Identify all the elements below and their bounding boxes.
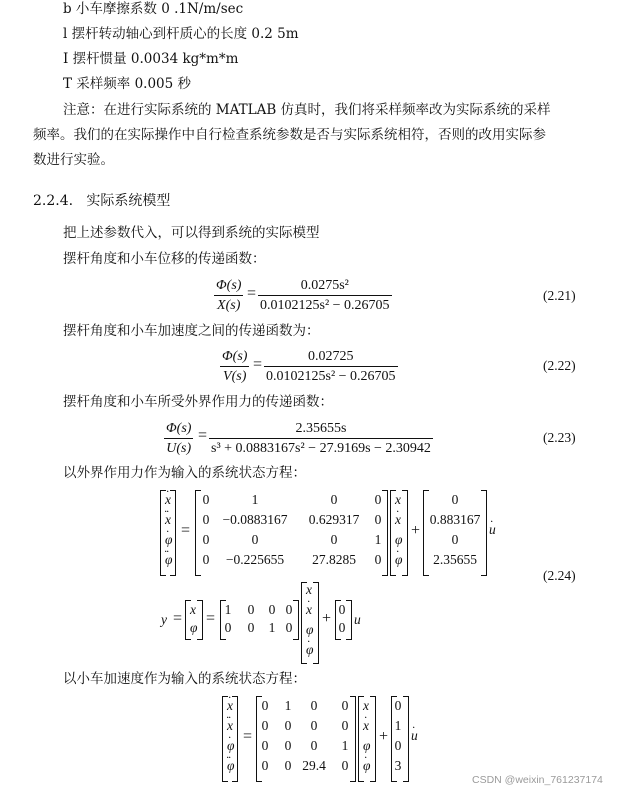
u-symbol: u [354, 612, 361, 627]
y-symbol: y [161, 612, 167, 627]
A1-cell: 0 [330, 532, 338, 547]
C-cell: 0 [285, 602, 293, 617]
D-cell: 0 [338, 620, 346, 635]
param-T: T 采样频率 0.005 秒 [63, 76, 192, 92]
tf1-lhs-den: X(s) [217, 298, 241, 313]
tf2-label: 摆杆角度和小车加速度之间的传递函数为： [63, 323, 320, 339]
param-I: I 摆杆惯量 0.0034 kg*m*m [63, 51, 239, 67]
tf3-rhs [209, 420, 433, 457]
u-dot-symbol: · u [489, 522, 496, 538]
B1-cell: 2.35655 [433, 552, 477, 567]
D-cell: 0 [338, 602, 346, 617]
C-cell: 0 [247, 602, 255, 617]
xdot-symbol: · x [306, 602, 312, 618]
phi-symbol: φ [395, 532, 403, 547]
eq-number-2-22: (2.22) [543, 358, 576, 373]
x-symbol: x [306, 582, 312, 597]
A2-cell: 0 [261, 718, 269, 733]
bracket [197, 600, 203, 640]
param-b: b 小车摩擦系数 0 .1N/m/sec [63, 1, 244, 17]
tf2-den: 0.0102125s² − 0.26705 [266, 369, 396, 384]
plus-sign: + [411, 522, 421, 539]
B1-cell: 0 [451, 492, 459, 507]
xdot-symbol: · x [227, 698, 233, 714]
xdot-symbol: · x [363, 718, 369, 734]
bracket [370, 696, 376, 782]
A2-cell: 0 [310, 718, 318, 733]
tf1-lhs [214, 277, 243, 314]
watermark: CSDN @weixin_761237174 [472, 774, 603, 786]
phidot-symbol: · φ [395, 552, 402, 568]
phidot-symbol: · φ [363, 758, 370, 774]
B2-cell: 1 [394, 718, 402, 733]
intro-text: 把上述参数代入，可以得到系统的实际模型 [63, 225, 320, 241]
A1-cell: −0.225655 [225, 552, 285, 567]
A2-cell: 0 [261, 698, 269, 713]
C-cell: 0 [224, 620, 232, 635]
A1-cell: 0 [374, 552, 382, 567]
eq-number-2-21: (2.21) [543, 288, 576, 303]
phi-symbol: φ [190, 620, 198, 635]
u-dot-symbol: · u [411, 728, 418, 744]
tf2-lhs-num: Φ(s) [222, 349, 248, 364]
phi-symbol: φ [306, 622, 314, 637]
xddot-symbol: ·· x [227, 718, 233, 734]
tf3-label: 摆杆角度和小车所受外界作用力的传递函数： [63, 394, 333, 410]
ss1-label: 以外界作用力作为输入的系统状态方程： [63, 465, 306, 481]
A2-cell: 0 [310, 698, 318, 713]
A1-cell: −0.0883167 [222, 512, 288, 527]
output-equals-1: = [173, 610, 183, 627]
tf2-lhs [220, 348, 249, 385]
tf3-equals: = [198, 427, 208, 444]
note-line-3: 数进行实验。 [33, 152, 114, 168]
A2-cell: 0 [341, 758, 349, 773]
A2-cell: 0 [284, 718, 292, 733]
A1-cell: 0 [374, 512, 382, 527]
tf2-num: 0.02725 [308, 349, 354, 364]
B2-cell: 0 [394, 738, 402, 753]
tf2-rhs [264, 348, 398, 385]
B2-cell: 0 [394, 698, 402, 713]
output-equals-2: = [206, 610, 216, 627]
xddot-symbol: ·· x [165, 512, 171, 528]
ss2-label: 以小车加速度作为输入的系统状态方程： [63, 671, 306, 687]
A1-cell: 0 [202, 492, 210, 507]
A1-cell: 0.629317 [308, 512, 360, 527]
A2-cell: 0 [310, 738, 318, 753]
A1-cell: 0 [251, 532, 259, 547]
section-heading: 2.2.4. 实际系统模型 [33, 193, 171, 209]
tf2-lhs-den: V(s) [223, 369, 247, 384]
tf1-label: 摆杆角度和小车位移的传递函数： [63, 251, 266, 267]
C-cell: 0 [268, 602, 276, 617]
phidot-symbol: · φ [165, 532, 172, 548]
plus-sign: + [379, 728, 389, 745]
A2-cell: 1 [284, 698, 292, 713]
tf1-equals: = [247, 285, 257, 302]
bracket [313, 582, 319, 664]
eq-number-2-24: (2.24) [543, 568, 576, 583]
A1-cell: 0 [330, 492, 338, 507]
tf3-lhs [164, 420, 193, 457]
A1-cell: 0 [374, 492, 382, 507]
A2-cell: 0 [341, 698, 349, 713]
A1-cell: 0 [202, 512, 210, 527]
A2-cell: 0 [261, 758, 269, 773]
A2-cell: 0 [284, 738, 292, 753]
ss2-equals: = [243, 728, 253, 745]
A2-cell: 0 [261, 738, 269, 753]
note-line-1: 注意：在进行实际系统的 MATLAB 仿真时，我们将采样频率改为实际系统的采样 [63, 102, 551, 118]
x-symbol: x [395, 492, 401, 507]
tf1-num: 0.0275s² [300, 278, 349, 293]
ss1-equals: = [181, 522, 191, 539]
A2-cell: 0 [284, 758, 292, 773]
phi-symbol: φ [363, 738, 371, 753]
phidot-symbol: · φ [227, 738, 234, 754]
A2-cell: 0 [341, 718, 349, 733]
tf3-lhs-den: U(s) [166, 441, 192, 456]
x-symbol: x [363, 698, 369, 713]
A2-cell: 1 [341, 738, 349, 753]
B1-cell: 0.883167 [429, 512, 481, 527]
A1-cell: 0 [202, 532, 210, 547]
C-cell: 1 [268, 620, 276, 635]
A1-cell: 0 [202, 552, 210, 567]
tf1-den: 0.0102125s² − 0.26705 [260, 298, 390, 313]
xdot-symbol: · x [395, 512, 401, 528]
A1-cell: 1 [374, 532, 382, 547]
phidot-symbol: · φ [306, 642, 313, 658]
phiddot-symbol: ·· φ [227, 758, 234, 774]
note-line-2: 频率。我们的在实际操作中自行检查系统参数是否与实际系统相符，否则的改用实际参 [33, 127, 546, 143]
A2-cell: 29.4 [302, 758, 326, 773]
tf3-num: 2.35655s [295, 421, 347, 436]
tf2-equals: = [253, 356, 263, 373]
xdot-symbol: · x [165, 492, 171, 508]
C-cell: 0 [247, 620, 255, 635]
x-symbol: x [190, 602, 196, 617]
param-l: l 摆杆转动轴心到杆质心的长度 0.2 5m [63, 26, 299, 42]
tf1-rhs [258, 277, 392, 314]
A1-cell: 27.8285 [312, 552, 356, 567]
C-cell: 0 [285, 620, 293, 635]
A1-cell: 1 [251, 492, 259, 507]
tf3-den: s³ + 0.0883167s² − 27.9169s − 2.30942 [211, 441, 431, 456]
B1-cell: 0 [451, 532, 459, 547]
tf1-lhs-num: Φ(s) [216, 278, 242, 293]
eq-number-2-23: (2.23) [543, 430, 576, 445]
bracket [402, 490, 408, 576]
phiddot-symbol: ·· φ [165, 552, 172, 568]
C-cell: 1 [224, 602, 232, 617]
plus-sign: + [322, 610, 332, 627]
tf3-lhs-num: Φ(s) [166, 421, 192, 436]
B2-cell: 3 [394, 758, 402, 773]
